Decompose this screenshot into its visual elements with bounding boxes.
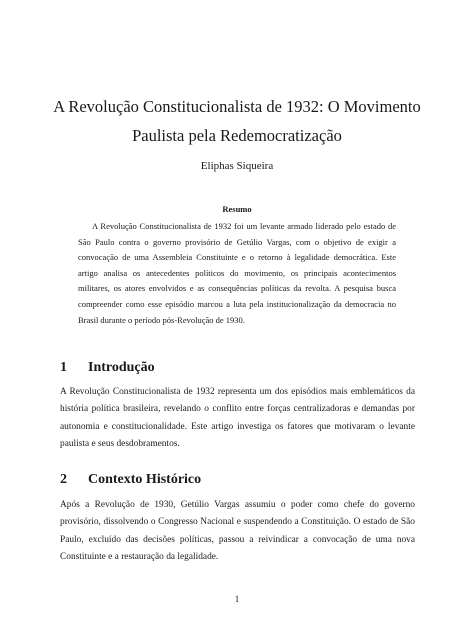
section-number: 2 [60, 472, 67, 487]
abstract-heading: Resumo [222, 204, 252, 214]
paper-title: A Revolução Constitucionalista de 1932: O Movimento Paulista pela Redemocratização [53, 97, 421, 145]
abstract-text: A Revolução Constitucionalista de 1932 foi um levante armado liderado pelo estado de São Paulo contra o governo provisório de Getúlio Vargas, com o objetivo de exigir a convocação de uma Assembleia Constituinte e o retorno à legalidade democrática. Este artigo analisa os antecedentes políticos do movimento, os principais acontecimentos militares, os atores envolvidos e as consequências políticas da revolta. A pesquisa busca compreender como esse episódio marcou a luta pela institucionalização da democracia no Brasil durante o período pós-Revolução de 1930. [78, 221, 396, 325]
author-name: Eliphas Siqueira [200, 160, 274, 172]
section-body-introducao: A Revolução Constitucionalista de 1932 representa um dos episódios mais emblemáticos da história política brasileira, revelando o conflito entre forças centralizadoras e demandas por autonomia e constitucionalidade. Este artigo investiga os fatores que motivaram o levante paulista e seus desdobramentos. [60, 387, 415, 450]
section-body-contexto-historico: Após a Revolução de 1930, Getúlio Vargas assumiu o poder como chefe do governo provisório, dissolvendo o Congresso Nacional e suspendendo a Constituição. O estado de São Paulo, excluído das decisões políticas, passou a reivindicar a convocação de uma nova Constituinte e a restauração da legalidade. [60, 500, 415, 563]
page-number: 1 [234, 594, 240, 604]
section-heading-contexto-historico [60, 472, 201, 488]
section-title: Contexto Histórico [88, 472, 202, 487]
section-number: 1 [60, 360, 67, 375]
section-heading-introducao [60, 360, 155, 376]
section-title: Introdução [88, 360, 155, 375]
